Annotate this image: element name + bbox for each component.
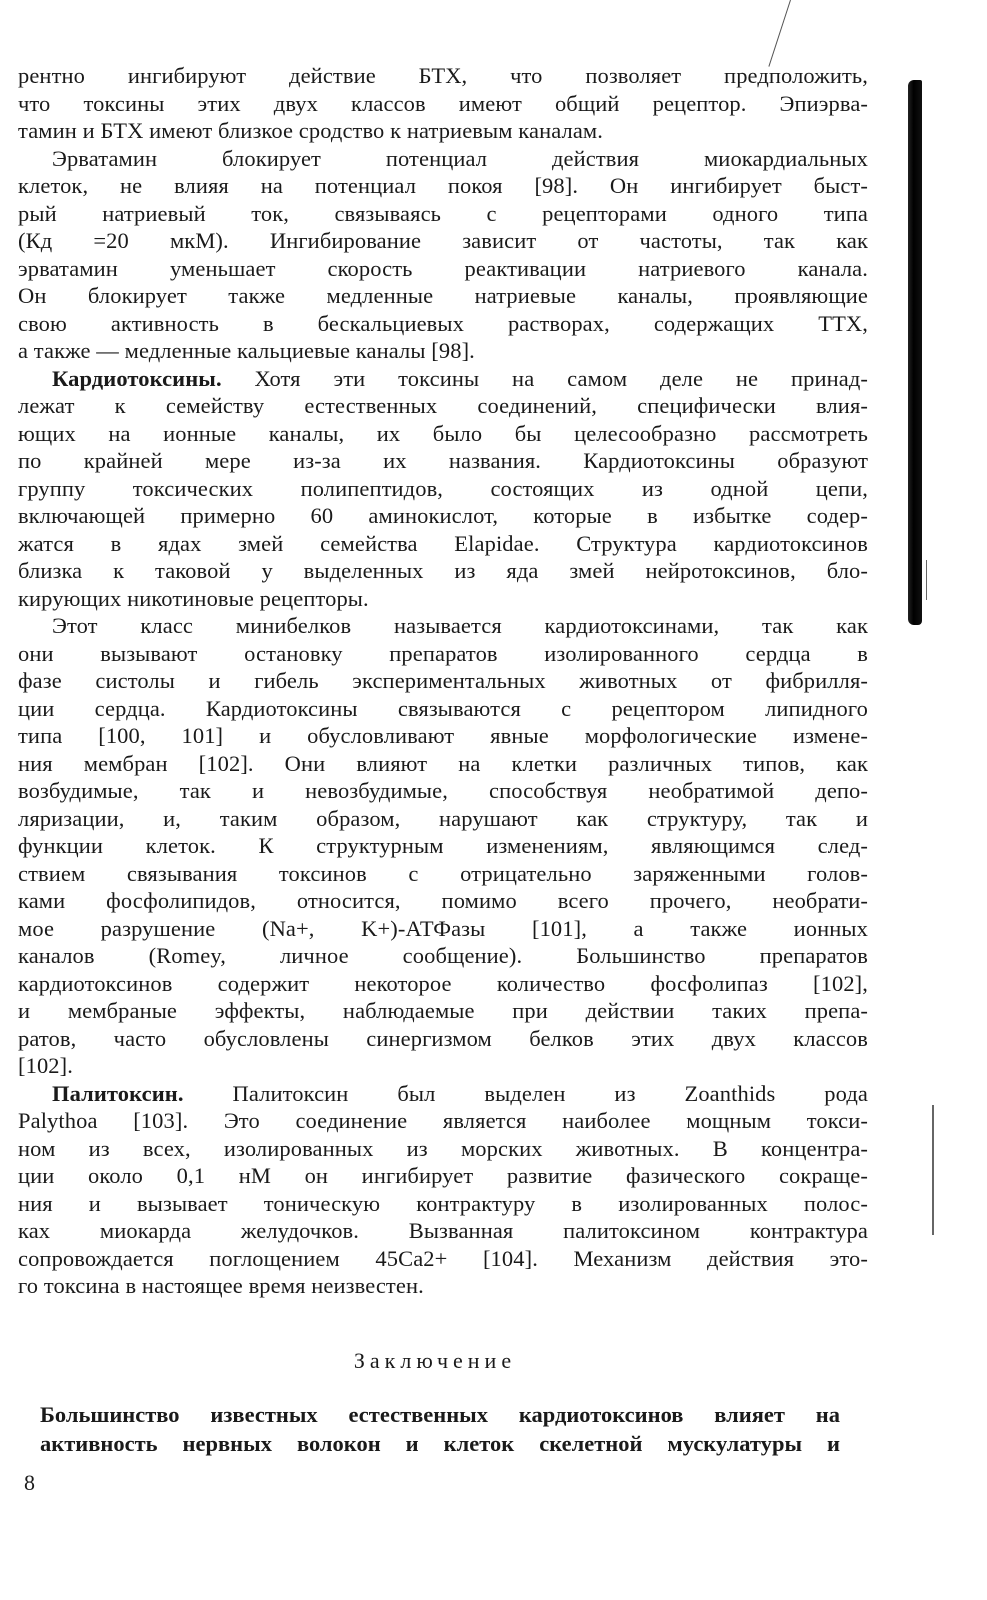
text-line: свою активность в бескальциевых растворах, содержащих ТТХ, — [18, 310, 868, 336]
text-line: ния мембран [102]. Они влияют на клетки различных типов, как — [18, 750, 868, 776]
paragraph — [18, 1080, 868, 1300]
text-line: ющих на ионные каналы, их было бы целесообразно рассмотреть — [18, 420, 868, 446]
text-line: типа [100, 101] и обусловливают явные морфологические измене- — [18, 723, 868, 748]
text-line: [102]. — [18, 1053, 73, 1078]
paragraph — [18, 62, 868, 145]
paragraph — [18, 145, 868, 365]
text-line: сопровождается поглощением 45Ca2+ [104]. Механизм действия это- — [18, 1245, 868, 1271]
text-line: а также — медленные кальциевые каналы [98]. — [18, 338, 475, 363]
text-line: и мембраные эффекты, наблюдаемые при действии таких препа- — [18, 998, 868, 1023]
text-line: они вызывают остановку препаратов изолированного сердца в — [18, 640, 868, 666]
text-line: лежат к семейству естественных соединений, специфически влия- — [18, 393, 868, 418]
text-line: Большинство известных естественных кардиотоксинов влияет на — [40, 1402, 840, 1427]
text-line: тамин и БТХ имеют близкое сродство к натриевым каналам. — [18, 118, 603, 143]
text-line: по крайней мере из-за их названия. Кардиотоксины образуют — [18, 448, 868, 473]
text-line — [18, 365, 868, 393]
binding-shadow — [908, 80, 922, 625]
text-line: Он блокирует также медленные натриевые каналы, проявляющие — [18, 283, 868, 308]
text-line: клеток, не влияя на потенциал покоя [98]. Он ингибирует быст- — [18, 173, 868, 198]
paragraph — [18, 612, 868, 1080]
text-line: Palythoa [103]. Это соединение является наиболее мощным токси- — [18, 1108, 868, 1133]
text-line: Эрватамин блокирует потенциал действия миокардиальных — [52, 145, 868, 171]
paragraph-lead: Кардиотоксины. — [52, 365, 222, 391]
text-line: возбудимые, так и невозбудимые, способствуя необратимой депо- — [18, 778, 868, 803]
text-line: ками фосфолипидов, относится, помимо всего прочего, необрати- — [18, 888, 868, 913]
text-line — [18, 1080, 868, 1108]
text-line: активность нервных волокон и клеток скелетной мускулатуры и — [40, 1431, 840, 1456]
scan-artifact-mark — [932, 1105, 934, 1235]
text-run: Хотя эти токсины на самом деле не принад- — [221, 365, 868, 391]
text-line: близка к таковой у выделенных из яда змей нейротоксинов, бло- — [18, 558, 868, 583]
text-line: каналов (Romey, личное сообщение). Большинство препаратов — [18, 943, 868, 968]
paragraph-lead: Палитоксин. — [52, 1080, 184, 1106]
text-line: го токсина в настоящее время неизвестен. — [18, 1273, 424, 1298]
text-line: фазе систолы и гибель экспериментальных животных от фибрилля- — [18, 668, 868, 693]
text-line: жатся в ядах змей семейства Elapidae. Структура кардиотоксинов — [18, 530, 868, 556]
text-line: кардиотоксинов содержит некоторое количество фосфолипаз [102], — [18, 970, 868, 996]
text-line: группу токсических полипептидов, состоящих из одной цепи, — [18, 475, 868, 501]
page-number: 8 — [24, 1470, 35, 1495]
text-line: кирующих никотиновые рецепторы. — [18, 585, 369, 611]
text-line: рентно ингибируют действие БТХ, что позволяет предположить, — [18, 63, 868, 88]
text-line: ния и вызывает тоническую контрактуру в изолированных полос- — [18, 1190, 868, 1216]
text-line: рый натриевый ток, связываясь с рецепторами одного типа — [18, 200, 868, 226]
text-line: ном из всех, изолированных из морских животных. В концентра- — [18, 1135, 868, 1161]
text-line: ствием связывания токсинов с отрицательно заряженными голов- — [18, 860, 868, 886]
text-line: мое разрушение (Na+, K+)-АТФазы [101], а также ионных — [18, 915, 868, 941]
text-line: что токсины этих двух классов имеют общий рецептор. Эпиэрва- — [18, 90, 868, 116]
text-line: ратов, часто обусловлены синергизмом белков этих двух классов — [18, 1025, 868, 1051]
text-run: Палитоксин был выделен из Zoanthids рода — [183, 1080, 868, 1106]
closing-text — [40, 1400, 840, 1458]
section-heading: Заключение — [353, 1348, 517, 1373]
paragraph — [18, 365, 868, 613]
text-line: ции около 0,1 нМ он ингибирует развитие фазического сокраще- — [18, 1163, 868, 1188]
text-line: ляризации, и, таким образом, нарушают как структуру, так и — [18, 805, 868, 831]
text-line: функции клеток. К структурным изменениям, являющимся след- — [18, 833, 868, 858]
body-text — [18, 62, 868, 1300]
text-line: (Кд =20 мкМ). Ингибирование зависит от частоты, так как — [18, 228, 868, 253]
scan-artifact-mark — [926, 560, 927, 600]
text-line: включающей примерно 60 аминокислот, которые в избытке содер- — [18, 503, 868, 528]
text-line: ции сердца. Кардиотоксины связываются с рецептором липидного — [18, 695, 868, 721]
text-line: эрватамин уменьшает скорость реактивации натриевого канала. — [18, 255, 868, 281]
text-line: Этот класс минибелков называется кардиотоксинами, так как — [52, 613, 868, 638]
text-line: ках миокарда желудочков. Вызванная палитоксином контрактура — [18, 1218, 868, 1243]
scan-artifact-line — [768, 0, 791, 67]
